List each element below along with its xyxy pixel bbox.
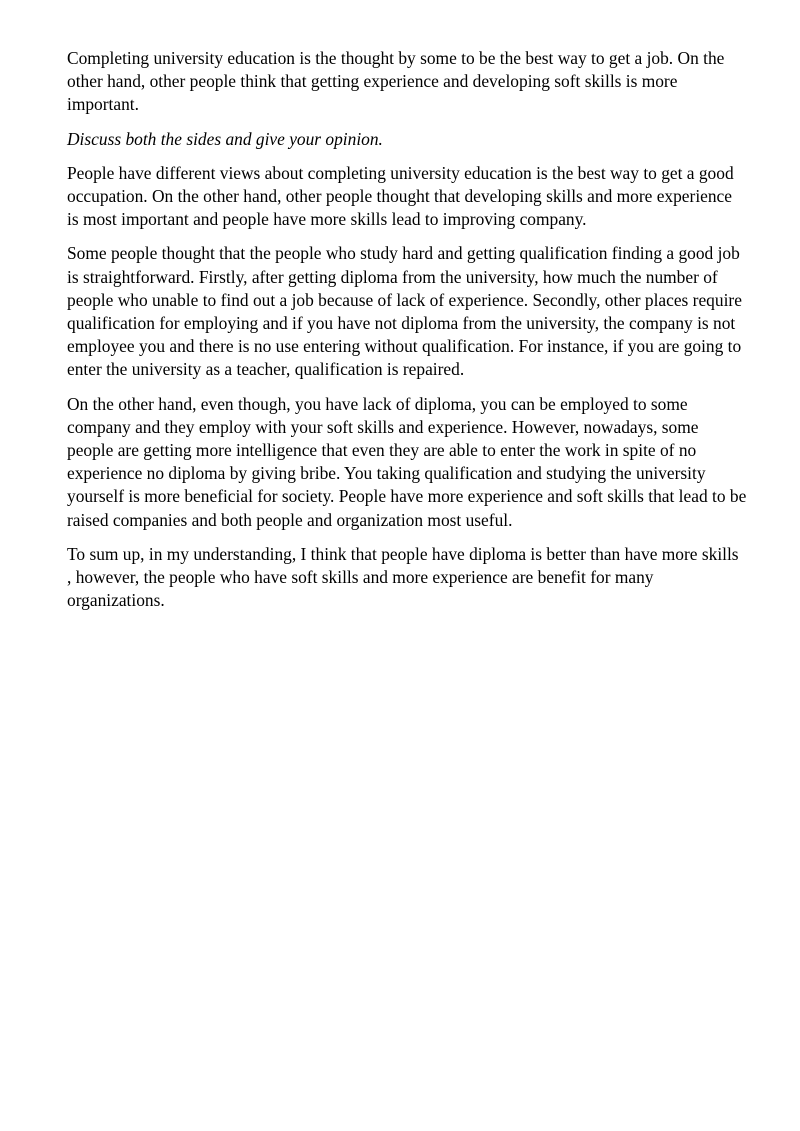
conclusion-paragraph: To sum up, in my understanding, I think that people have diploma is better than have more skills , however, the people who have soft skills and more experience are benefit for many organizations. xyxy=(67,543,739,611)
body-paragraph-2: On the other hand, even though, you have lack of diploma, you can be employed to some company and they employ with your soft skills and experience. However, nowadays, some people are getting more intelligence that even they are able to enter the work in spite of no experience no diploma by giving bribe. You taking qualification and studying the university yourself is more beneficial for society. People have more experience and soft skills that lead to be raised companies and both people and organization most useful. xyxy=(67,393,747,530)
essay-instruction: Discuss both the sides and give your opinion. xyxy=(67,128,383,149)
essay-page xyxy=(67,47,747,623)
body-paragraph-1: Some people thought that the people who study hard and getting qualification finding a good job is straightforward. Firstly, after getting diploma from the university, how much the number of people who unable to find out a job because of lack of experience. Secondly, other places require qualification for employing and if you have not diploma from the university, the company is not employee you and there is no use entering without qualification. For instance, if you are going to enter the university as a teacher, qualification is repaired. xyxy=(67,243,742,380)
introduction-paragraph: People have different views about completing university education is the best way to get a good occupation. On the other hand, other people thought that developing skills and more experience is most important and people have more skills lead to improving company. xyxy=(67,162,734,230)
essay-question: Completing university education is the thought by some to be the best way to get a job. On the other hand, other people think that getting experience and developing soft skills is more important. xyxy=(67,48,725,115)
